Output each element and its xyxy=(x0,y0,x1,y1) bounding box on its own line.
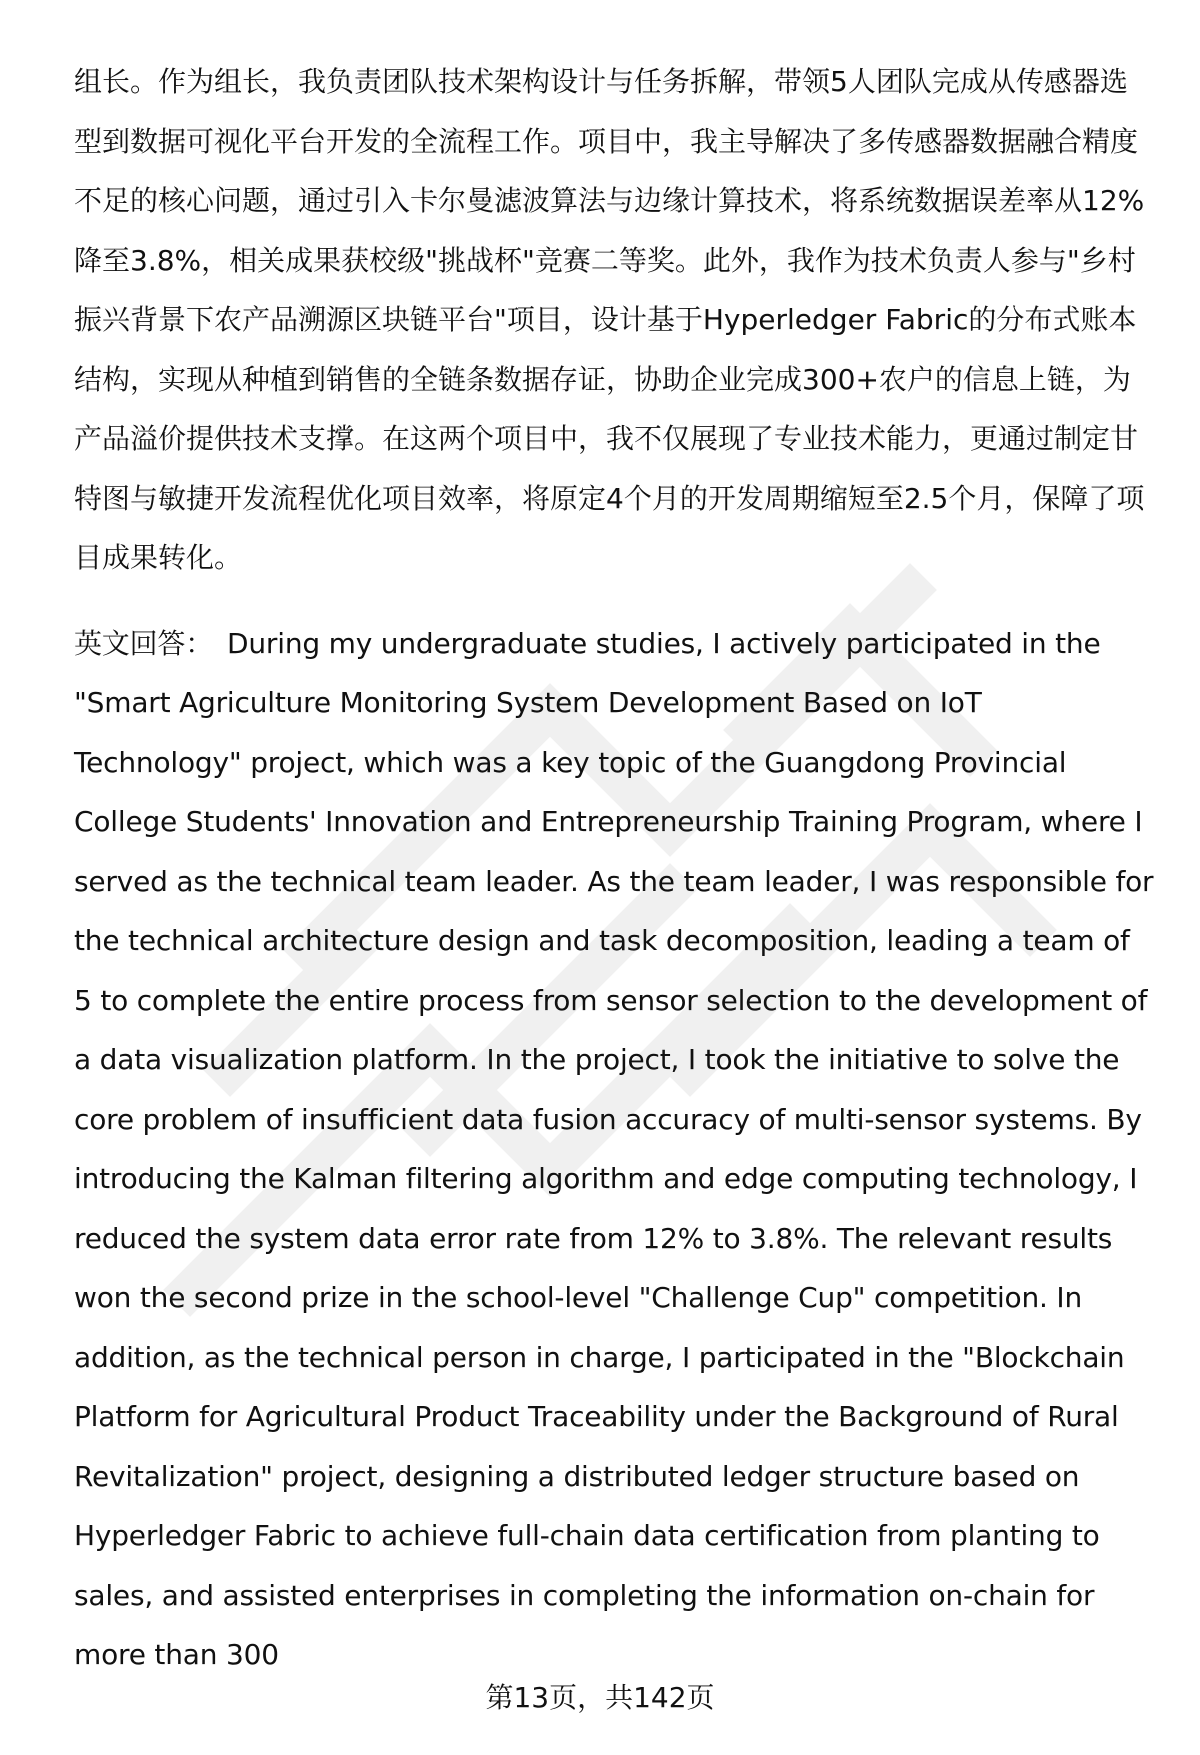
document-body xyxy=(74,52,1154,1685)
english-answer-paragraph xyxy=(74,614,1154,1685)
page-number-footer: 第13页，共142页 xyxy=(485,1681,715,1714)
english-answer-text: During my undergraduate studies, I actively participated in the "Smart Agriculture Monitoring System Development Based on IoT Technology" project, which was a key topic of the Guangdong Provincial College Students' Innovation and Entrepreneurship Training Program, where I served as the technical team leader. As the team leader, I was responsible for the technical architecture design and task decomposition, leading a team of 5 to complete the entire process from sensor selection to the development of a data visualization platform. In the project, I took the initiative to solve the core problem of insufficient data fusion accuracy of multi-sensor systems. By introducing the Kalman filtering algorithm and edge computing technology, I reduced the system data error rate from 12% to 3.8%. The relevant results won the second prize in the school-level "Challenge Cup" competition. In addition, as the technical person in charge, I participated in the "Blockchain Platform for Agricultural Product Traceability under the Background of Rural Revitalization" project, designing a distributed ledger structure based on Hyperledger Fabric to achieve full-chain data certification from planting to sales, and assisted enterprises in completing the information on-chain for more than 300 xyxy=(74,626,1154,1671)
english-answer-label: 英文回答： xyxy=(74,626,214,660)
chinese-answer-paragraph: 组长。作为组长，我负责团队技术架构设计与任务拆解，带领5人团队完成从传感器选型到数据可视化平台开发的全流程工作。项目中，我主导解决了多传感器数据融合精度不足的核心问题，通过引入卡尔曼滤波算法与边缘计算技术，将系统数据误差率从12%降至3.8%，相关成果获校级"挑战杯"竞赛二等奖。此外，我作为技术负责人参与"乡村振兴背景下农产品溯源区块链平台"项目，设计基于Hyperledger Fabric的分布式账本结构，实现从种植到销售的全链条数据存证，协助企业完成300+农户的信息上链，为产品溢价提供技术支撑。在这两个项目中，我不仅展现了专业技术能力，更通过制定甘特图与敏捷开发流程优化项目效率，将原定4个月的开发周期缩短至2.5个月，保障了项目成果转化。 xyxy=(74,65,1145,574)
